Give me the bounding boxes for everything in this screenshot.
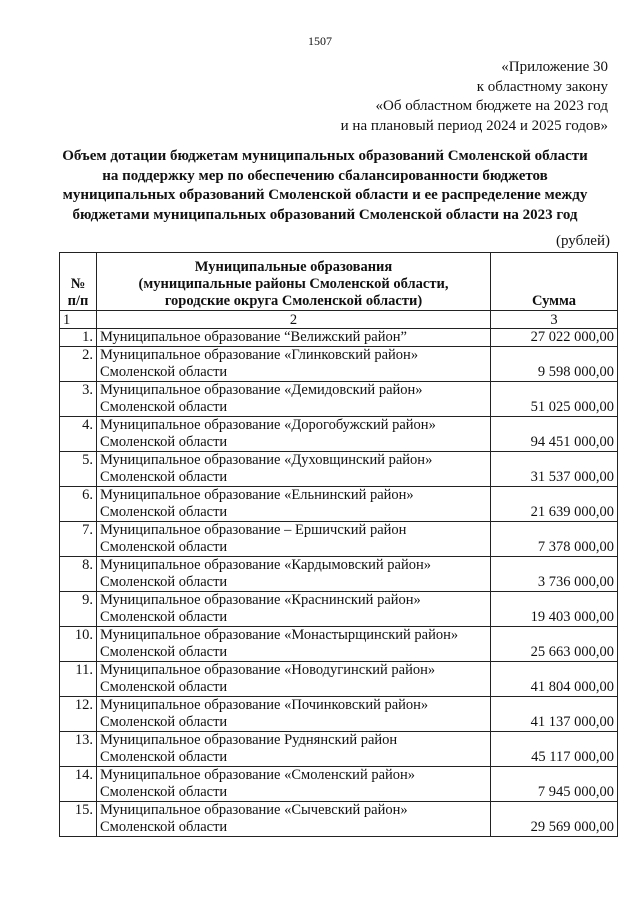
table-row: [60, 522, 618, 557]
header-amount: Сумма: [491, 253, 618, 311]
table-row: [60, 347, 618, 382]
municipality-name-line: Смоленской области: [100, 749, 228, 765]
row-number: 8.: [60, 557, 97, 592]
row-number: 12.: [60, 697, 97, 732]
column-number: 3: [491, 311, 618, 329]
municipality-name: [97, 662, 491, 697]
column-number: 1: [60, 311, 97, 329]
distribution-table: [59, 252, 618, 837]
table-row: [60, 417, 618, 452]
municipality-name: [97, 347, 491, 382]
appendix-line: «Об областном бюджете на 2023 год: [375, 98, 608, 114]
table-row: [60, 767, 618, 802]
municipality-name-line: Смоленской области: [100, 574, 228, 590]
appendix-line: «Приложение 30: [501, 59, 608, 75]
amount-value: 27 022 000,00: [491, 329, 618, 347]
municipality-name: [97, 382, 491, 417]
municipality-name-line: Муниципальное образование «Краснинский район»: [100, 592, 421, 608]
title-line: Объем дотации бюджетам муниципальных образований Смоленской области: [62, 148, 588, 164]
column-number-row: [60, 311, 618, 329]
table-row: [60, 329, 618, 347]
municipality-name-line: Муниципальное образование «Смоленский район»: [100, 767, 416, 783]
row-number: 14.: [60, 767, 97, 802]
table-row: [60, 592, 618, 627]
municipality-name-line: Смоленской области: [100, 364, 228, 380]
amount-value: 9 598 000,00: [491, 347, 618, 382]
municipality-name: [97, 522, 491, 557]
table-row: [60, 627, 618, 662]
municipality-name-line: Смоленской области: [100, 539, 228, 555]
municipality-name-line: Смоленской области: [100, 609, 228, 625]
municipality-name: [97, 767, 491, 802]
title-line: бюджетами муниципальных образований Смоленской области на 2023 год: [72, 206, 578, 223]
municipality-name-line: Муниципальное образование Руднянский район: [100, 732, 398, 748]
amount-value: 51 025 000,00: [491, 382, 618, 417]
municipality-name-line: Муниципальное образование «Ельнинский район»: [100, 487, 414, 503]
appendix-line: и на плановый период 2024 и 2025 годов»: [340, 117, 608, 134]
page-number: 1507: [308, 34, 332, 48]
municipality-name-line: Муниципальное образование – Ершичский район: [100, 522, 407, 538]
table-row: [60, 557, 618, 592]
municipality-name-line: Муниципальное образование «Монастырщинский район»: [100, 627, 459, 643]
row-number: 3.: [60, 382, 97, 417]
amount-value: 29 569 000,00: [491, 802, 618, 837]
units-label: (рублей): [555, 233, 610, 249]
municipality-name: [97, 329, 491, 347]
table-row: [60, 732, 618, 767]
municipality-name-line: Смоленской области: [100, 504, 228, 520]
row-number: 5.: [60, 452, 97, 487]
table-row: [60, 382, 618, 417]
municipality-name: [97, 732, 491, 767]
table-row: [60, 662, 618, 697]
header-municipality-line: Муниципальные образования: [194, 259, 393, 275]
municipality-name-line: Смоленской области: [100, 819, 228, 835]
header-number-line: №: [70, 276, 86, 292]
amount-value: 41 804 000,00: [491, 662, 618, 697]
municipality-name: [97, 697, 491, 732]
table-row: [60, 452, 618, 487]
row-number: 4.: [60, 417, 97, 452]
row-number: 1.: [60, 329, 97, 347]
amount-value: 45 117 000,00: [491, 732, 618, 767]
row-number: 13.: [60, 732, 97, 767]
table-row: [60, 802, 618, 837]
municipality-name-line: Смоленской области: [100, 469, 228, 485]
document-title: [30, 147, 620, 225]
amount-value: 7 945 000,00: [491, 767, 618, 802]
municipality-name: [97, 557, 491, 592]
row-number: 7.: [60, 522, 97, 557]
municipality-name: [97, 417, 491, 452]
title-line: муниципальных образований Смоленской области и ее распределение между: [62, 187, 588, 203]
municipality-name-line: Смоленской области: [100, 434, 228, 450]
table-header-row: [60, 253, 618, 311]
municipality-name-line: Смоленской области: [100, 784, 228, 800]
row-number: 15.: [60, 802, 97, 837]
title-line: на поддержку мер по обеспечению сбалансированности бюджетов: [102, 167, 548, 184]
municipality-name-line: Муниципальное образование «Починковский район»: [100, 697, 429, 713]
municipality-name-line: Муниципальное образование «Демидовский район»: [100, 382, 423, 398]
header-municipality: [97, 253, 491, 311]
row-number: 2.: [60, 347, 97, 382]
table-row: [60, 697, 618, 732]
municipality-name-line: Смоленской области: [100, 679, 228, 695]
municipality-name-line: Муниципальное образование «Глинковский район»: [100, 347, 419, 363]
municipality-name: [97, 592, 491, 627]
municipality-name-line: Смоленской области: [100, 644, 228, 660]
amount-value: 19 403 000,00: [491, 592, 618, 627]
municipality-name: [97, 487, 491, 522]
municipality-name-line: Муниципальное образование «Духовщинский район»: [100, 452, 433, 468]
amount-value: 25 663 000,00: [491, 627, 618, 662]
table-row: [60, 487, 618, 522]
amount-value: 31 537 000,00: [491, 452, 618, 487]
municipality-name-line: Муниципальное образование «Сычевский район»: [100, 802, 408, 818]
municipality-name-line: Муниципальное образование “Велижский район”: [100, 329, 407, 345]
header-municipality-line: городские округа Смоленской области): [164, 293, 423, 309]
amount-value: 7 378 000,00: [491, 522, 618, 557]
municipality-name-line: Муниципальное образование «Новодугинский район»: [100, 662, 436, 678]
header-number: [60, 253, 97, 311]
header-municipality-line: (муниципальные районы Смоленской области,: [138, 276, 449, 292]
column-number: 2: [97, 311, 491, 329]
municipality-name-line: Смоленской области: [100, 714, 228, 730]
municipality-name-line: Смоленской области: [100, 399, 228, 415]
row-number: 10.: [60, 627, 97, 662]
municipality-name: [97, 627, 491, 662]
amount-value: 41 137 000,00: [491, 697, 618, 732]
municipality-name-line: Муниципальное образование «Дорогобужский район»: [100, 417, 436, 433]
municipality-name-line: Муниципальное образование «Кардымовский район»: [100, 557, 431, 573]
row-number: 6.: [60, 487, 97, 522]
header-number-line: п/п: [67, 293, 89, 309]
amount-value: 94 451 000,00: [491, 417, 618, 452]
amount-value: 3 736 000,00: [491, 557, 618, 592]
row-number: 11.: [60, 662, 97, 697]
municipality-name: [97, 452, 491, 487]
appendix-reference: [341, 58, 608, 136]
municipality-name: [97, 802, 491, 837]
appendix-line: к областному закону: [476, 78, 608, 95]
amount-value: 21 639 000,00: [491, 487, 618, 522]
row-number: 9.: [60, 592, 97, 627]
